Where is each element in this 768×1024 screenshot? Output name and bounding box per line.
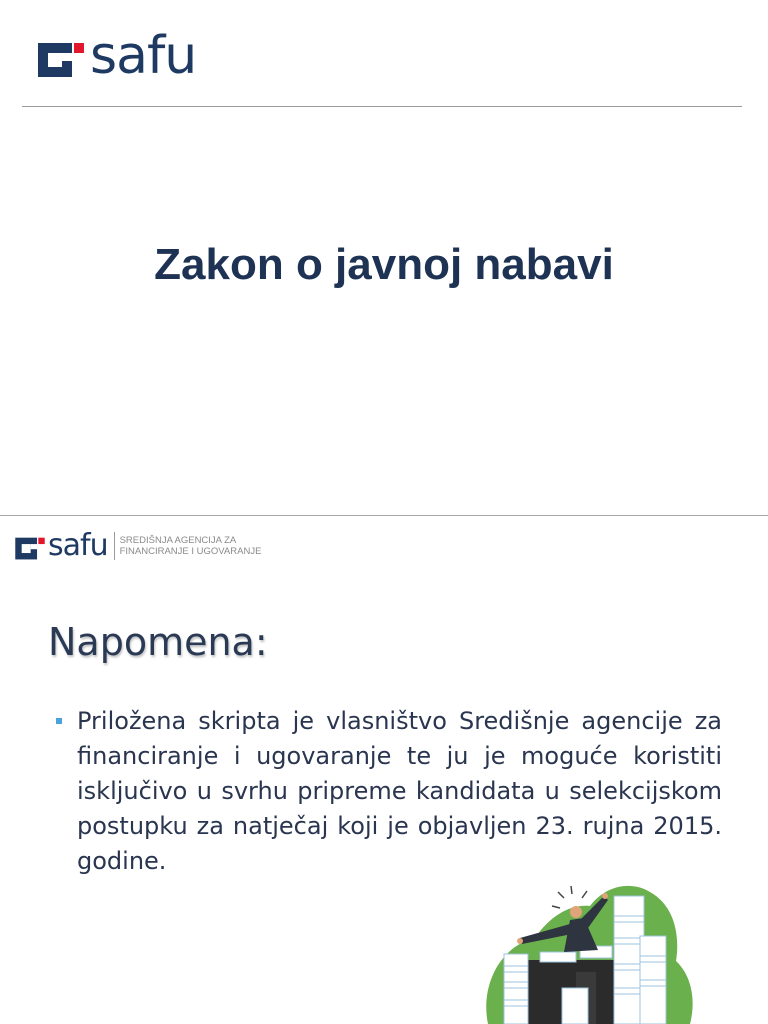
agency-name-line2: FINANCIRANJE I UGOVARANJE bbox=[119, 546, 262, 557]
bullet-text: Priložena skripta je vlasništvo Središnje agencije za financiranje i ugovaranje te ju je moguće koristiti isključivo u svrhu pripreme kandidata u selekcijskom postupku za natječaj koji je objavljen 23. rujna 2015. godine. bbox=[77, 707, 722, 875]
safu-logo-mark-icon bbox=[14, 530, 46, 562]
header-rule bbox=[22, 106, 742, 107]
bullet-square-icon bbox=[56, 718, 62, 724]
safu-logo-mark-icon bbox=[36, 31, 86, 81]
paper-stacks-illustration-icon bbox=[480, 876, 700, 1024]
bullet-list bbox=[56, 704, 722, 879]
logo-separator bbox=[114, 532, 115, 560]
safu-logo bbox=[36, 26, 197, 86]
slide-title: Zakon o javnoj nabavi bbox=[154, 240, 614, 289]
safu-wordmark: safu bbox=[48, 528, 108, 563]
note-heading: Napomena: bbox=[48, 620, 268, 664]
agency-name-line1: SREDIŠNJA AGENCIJA ZA bbox=[119, 535, 237, 546]
agency-name bbox=[120, 535, 262, 557]
safu-wordmark: safu bbox=[90, 26, 197, 86]
safu-logo-small bbox=[14, 530, 261, 562]
list-item bbox=[56, 704, 722, 879]
note-slide bbox=[0, 516, 768, 1024]
